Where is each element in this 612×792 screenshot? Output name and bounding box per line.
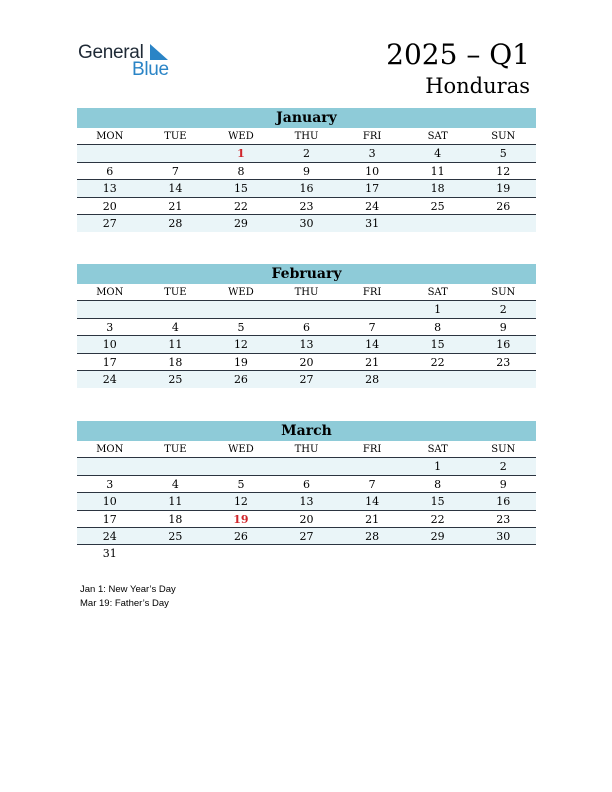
country-name: Honduras bbox=[425, 74, 530, 98]
logo bbox=[78, 42, 178, 82]
logo-triangle-icon bbox=[150, 44, 168, 60]
weekday-label: SAT bbox=[427, 444, 448, 455]
week-row bbox=[77, 319, 536, 336]
holiday-day-cell: 1 bbox=[237, 147, 245, 161]
day-cell: 4 bbox=[171, 320, 179, 334]
week-row bbox=[77, 301, 536, 318]
day-cell: 23 bbox=[496, 512, 511, 526]
day-cell: 29 bbox=[233, 216, 248, 230]
day-cell: 25 bbox=[168, 372, 183, 386]
month-calendar bbox=[77, 264, 536, 388]
day-cell: 8 bbox=[434, 477, 442, 491]
day-cell: 26 bbox=[233, 529, 248, 543]
day-cell: 28 bbox=[168, 216, 183, 230]
weekday-label: FRI bbox=[362, 444, 382, 455]
day-cell: 23 bbox=[496, 355, 511, 369]
weekday-label: WED bbox=[228, 444, 254, 455]
day-cell: 22 bbox=[430, 512, 445, 526]
week-row bbox=[77, 371, 536, 388]
day-cell: 3 bbox=[368, 147, 376, 161]
weekday-label: MON bbox=[96, 287, 124, 298]
holiday-note: Mar 19: Father’s Day bbox=[80, 598, 169, 609]
day-cell: 6 bbox=[303, 477, 311, 491]
week-row bbox=[77, 180, 536, 197]
day-cell: 10 bbox=[365, 164, 380, 178]
weekday-label: TUE bbox=[164, 131, 187, 142]
week-row bbox=[77, 198, 536, 215]
week-row bbox=[77, 511, 536, 528]
day-cell: 5 bbox=[499, 147, 507, 161]
day-cell bbox=[143, 301, 209, 317]
day-cell: 12 bbox=[496, 164, 511, 178]
day-cell: 22 bbox=[233, 199, 248, 213]
day-cell bbox=[339, 458, 405, 474]
day-cell: 30 bbox=[299, 216, 314, 230]
day-cell bbox=[470, 215, 536, 232]
day-cell: 27 bbox=[299, 529, 314, 543]
week-row bbox=[77, 476, 536, 493]
day-cell: 14 bbox=[365, 338, 380, 352]
day-cell: 3 bbox=[106, 477, 114, 491]
day-cell: 11 bbox=[430, 164, 445, 178]
day-cell bbox=[208, 301, 274, 317]
day-cell: 26 bbox=[233, 372, 248, 386]
day-cell bbox=[470, 371, 536, 388]
week-row bbox=[77, 458, 536, 475]
month-title: March bbox=[77, 421, 536, 441]
day-cell: 8 bbox=[237, 164, 245, 178]
day-cell: 17 bbox=[365, 182, 380, 196]
weekday-label: MON bbox=[96, 131, 124, 142]
week-row bbox=[77, 163, 536, 180]
weekday-label: SUN bbox=[491, 287, 516, 298]
day-cell: 6 bbox=[303, 320, 311, 334]
day-cell: 27 bbox=[299, 372, 314, 386]
day-cell: 21 bbox=[365, 355, 380, 369]
day-cell bbox=[405, 545, 471, 562]
day-cell: 14 bbox=[168, 182, 183, 196]
day-cell bbox=[143, 545, 209, 562]
month-calendar bbox=[77, 421, 536, 563]
weekday-header-row bbox=[77, 284, 536, 301]
day-cell bbox=[208, 545, 274, 562]
day-cell: 20 bbox=[102, 199, 117, 213]
day-cell: 24 bbox=[102, 372, 117, 386]
day-cell: 17 bbox=[102, 512, 117, 526]
weekday-label: MON bbox=[96, 444, 124, 455]
weekday-label: SUN bbox=[491, 444, 516, 455]
day-cell: 27 bbox=[102, 216, 117, 230]
week-row bbox=[77, 354, 536, 371]
day-cell: 31 bbox=[365, 216, 380, 230]
day-cell bbox=[143, 145, 209, 161]
day-cell: 2 bbox=[499, 303, 507, 317]
day-cell: 8 bbox=[434, 320, 442, 334]
weekday-label: THU bbox=[294, 444, 319, 455]
day-cell: 13 bbox=[102, 182, 117, 196]
month-title: January bbox=[77, 108, 536, 128]
day-cell: 19 bbox=[496, 182, 511, 196]
weekday-label: WED bbox=[228, 287, 254, 298]
weekday-label: FRI bbox=[362, 287, 382, 298]
day-cell: 28 bbox=[365, 372, 380, 386]
day-cell: 2 bbox=[499, 460, 507, 474]
day-cell: 31 bbox=[102, 547, 117, 561]
day-cell: 24 bbox=[102, 529, 117, 543]
day-cell: 9 bbox=[499, 477, 507, 491]
day-cell: 4 bbox=[434, 147, 442, 161]
weekday-label: FRI bbox=[362, 131, 382, 142]
day-cell: 9 bbox=[499, 320, 507, 334]
day-cell: 11 bbox=[168, 338, 183, 352]
day-cell: 17 bbox=[102, 355, 117, 369]
holiday-note: Jan 1: New Year’s Day bbox=[80, 584, 176, 595]
weekday-label: SUN bbox=[491, 131, 516, 142]
weekday-label: THU bbox=[294, 287, 319, 298]
weekday-header-row bbox=[77, 128, 536, 145]
day-cell bbox=[143, 458, 209, 474]
day-cell: 21 bbox=[365, 512, 380, 526]
logo-word-blue: Blue bbox=[132, 59, 169, 80]
day-cell: 26 bbox=[496, 199, 511, 213]
weekday-label: TUE bbox=[164, 287, 187, 298]
day-cell: 30 bbox=[496, 529, 511, 543]
day-cell: 6 bbox=[106, 164, 114, 178]
day-cell: 9 bbox=[303, 164, 311, 178]
day-cell: 10 bbox=[102, 495, 117, 509]
day-cell: 7 bbox=[171, 164, 179, 178]
day-cell bbox=[405, 371, 471, 388]
day-cell: 15 bbox=[430, 495, 445, 509]
day-cell: 1 bbox=[434, 460, 442, 474]
day-cell: 20 bbox=[299, 355, 314, 369]
day-cell: 18 bbox=[430, 182, 445, 196]
day-cell: 2 bbox=[303, 147, 311, 161]
day-cell: 23 bbox=[299, 199, 314, 213]
day-cell: 10 bbox=[102, 338, 117, 352]
day-cell bbox=[77, 301, 143, 317]
day-cell: 12 bbox=[233, 495, 248, 509]
day-cell bbox=[274, 545, 340, 562]
day-cell: 22 bbox=[430, 355, 445, 369]
day-cell: 18 bbox=[168, 512, 183, 526]
weekday-label: WED bbox=[228, 131, 254, 142]
weekday-label: SAT bbox=[427, 287, 448, 298]
page-title: 2025 – Q1 bbox=[386, 38, 530, 71]
day-cell: 19 bbox=[233, 355, 248, 369]
day-cell: 29 bbox=[430, 529, 445, 543]
day-cell: 7 bbox=[368, 477, 376, 491]
day-cell: 16 bbox=[299, 182, 314, 196]
week-row bbox=[77, 215, 536, 232]
day-cell bbox=[405, 215, 471, 232]
day-cell: 14 bbox=[365, 495, 380, 509]
day-cell: 5 bbox=[237, 320, 245, 334]
day-cell: 12 bbox=[233, 338, 248, 352]
day-cell: 16 bbox=[496, 338, 511, 352]
logo-word-general: General bbox=[78, 42, 144, 63]
week-row bbox=[77, 545, 536, 562]
holiday-notes bbox=[80, 583, 176, 611]
day-cell: 13 bbox=[299, 338, 314, 352]
day-cell bbox=[339, 545, 405, 562]
weekday-label: SAT bbox=[427, 131, 448, 142]
day-cell: 25 bbox=[168, 529, 183, 543]
day-cell: 7 bbox=[368, 320, 376, 334]
day-cell: 24 bbox=[365, 199, 380, 213]
day-cell bbox=[77, 145, 143, 161]
week-row bbox=[77, 493, 536, 510]
day-cell: 20 bbox=[299, 512, 314, 526]
day-cell bbox=[470, 545, 536, 562]
day-cell bbox=[339, 301, 405, 317]
day-cell: 16 bbox=[496, 495, 511, 509]
month-calendar bbox=[77, 108, 536, 232]
day-cell: 4 bbox=[171, 477, 179, 491]
day-cell bbox=[274, 458, 340, 474]
day-cell: 3 bbox=[106, 320, 114, 334]
holiday-day-cell: 19 bbox=[233, 512, 249, 526]
week-row bbox=[77, 336, 536, 353]
week-row bbox=[77, 145, 536, 162]
weekday-header-row bbox=[77, 441, 536, 458]
weekday-label: THU bbox=[294, 131, 319, 142]
day-cell: 21 bbox=[168, 199, 183, 213]
day-cell: 1 bbox=[434, 303, 442, 317]
day-cell: 13 bbox=[299, 495, 314, 509]
day-cell bbox=[77, 458, 143, 474]
day-cell: 28 bbox=[365, 529, 380, 543]
month-title: February bbox=[77, 264, 536, 284]
day-cell: 15 bbox=[430, 338, 445, 352]
day-cell: 5 bbox=[237, 477, 245, 491]
day-cell: 11 bbox=[168, 495, 183, 509]
day-cell: 25 bbox=[430, 199, 445, 213]
weekday-label: TUE bbox=[164, 444, 187, 455]
day-cell bbox=[208, 458, 274, 474]
day-cell: 18 bbox=[168, 355, 183, 369]
day-cell bbox=[274, 301, 340, 317]
day-cell: 15 bbox=[233, 182, 248, 196]
week-row bbox=[77, 528, 536, 545]
